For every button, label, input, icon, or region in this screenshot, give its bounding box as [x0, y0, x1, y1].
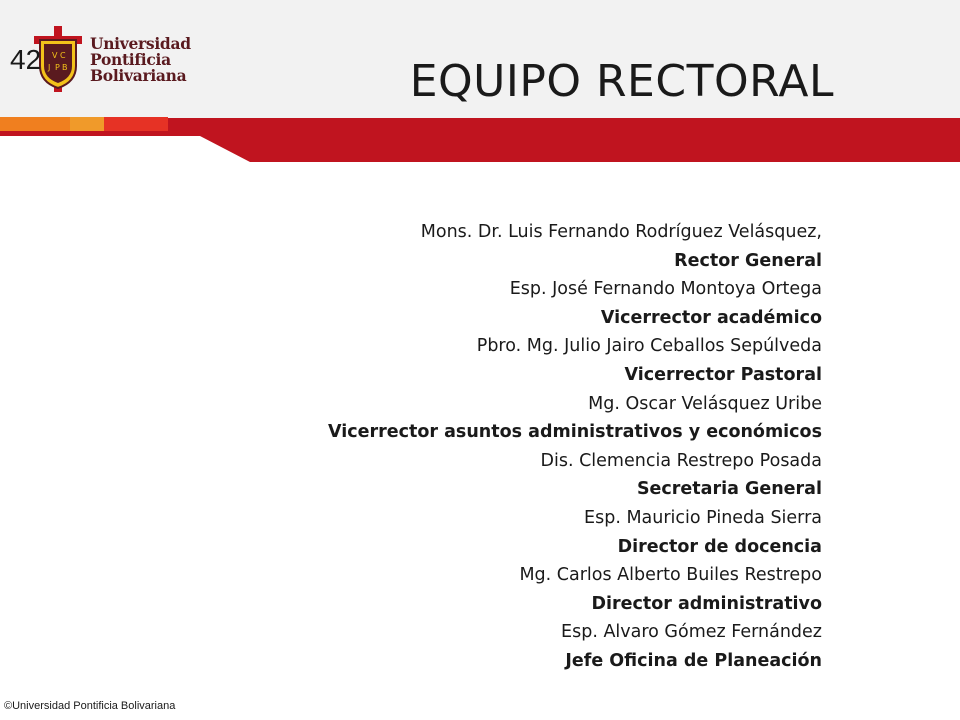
member-role: Rector General [674, 250, 822, 271]
logo-line-2: Pontificia [90, 50, 171, 69]
shield-letter-b: B [62, 63, 68, 72]
shield-icon [34, 26, 82, 92]
shield-letter-v: V [52, 51, 58, 60]
logo-line-1: Universidad [90, 34, 191, 53]
member-role: Vicerrector asuntos administrativos y económicos [328, 422, 822, 443]
member-name: Esp. Mauricio Pineda Sierra [584, 507, 822, 528]
member-name: Dis. Clemencia Restrepo Posada [540, 450, 822, 471]
member-role: Vicerrector Pastoral [624, 364, 822, 385]
footer-copyright: ©Universidad Pontificia Bolivariana [4, 700, 176, 712]
member-role: Director de docencia [617, 536, 822, 557]
member-name: Mg. Oscar Velásquez Uribe [588, 393, 822, 414]
slide-title: EQUIPO RECTORAL [409, 56, 834, 107]
slide-number: 42 [10, 44, 42, 75]
rectoral-team-list [328, 218, 822, 676]
member-role: Director administrativo [591, 593, 822, 614]
member-name: Pbro. Mg. Julio Jairo Ceballos Sepúlveda [476, 336, 822, 357]
university-logo [34, 26, 204, 98]
logo-line-3: Bolivariana [90, 66, 187, 85]
member-role: Secretaria General [636, 479, 822, 500]
logo-wordmark [90, 36, 191, 84]
decorative-stripes [0, 117, 200, 135]
shield-letter-c: C [60, 51, 66, 60]
shield-letter-p: P [55, 63, 60, 72]
member-name: Esp. José Fernando Montoya Ortega [509, 279, 822, 300]
member-name: Esp. Alvaro Gómez Fernández [561, 622, 822, 643]
member-role: Vicerrector académico [600, 307, 822, 328]
member-name: Mg. Carlos Alberto Builes Restrepo [519, 565, 822, 586]
member-role: Jefe Oficina de Planeación [565, 650, 822, 671]
member-name: Mons. Dr. Luis Fernando Rodríguez Velásquez, [420, 222, 822, 242]
shield-letter-j: J [48, 63, 51, 72]
